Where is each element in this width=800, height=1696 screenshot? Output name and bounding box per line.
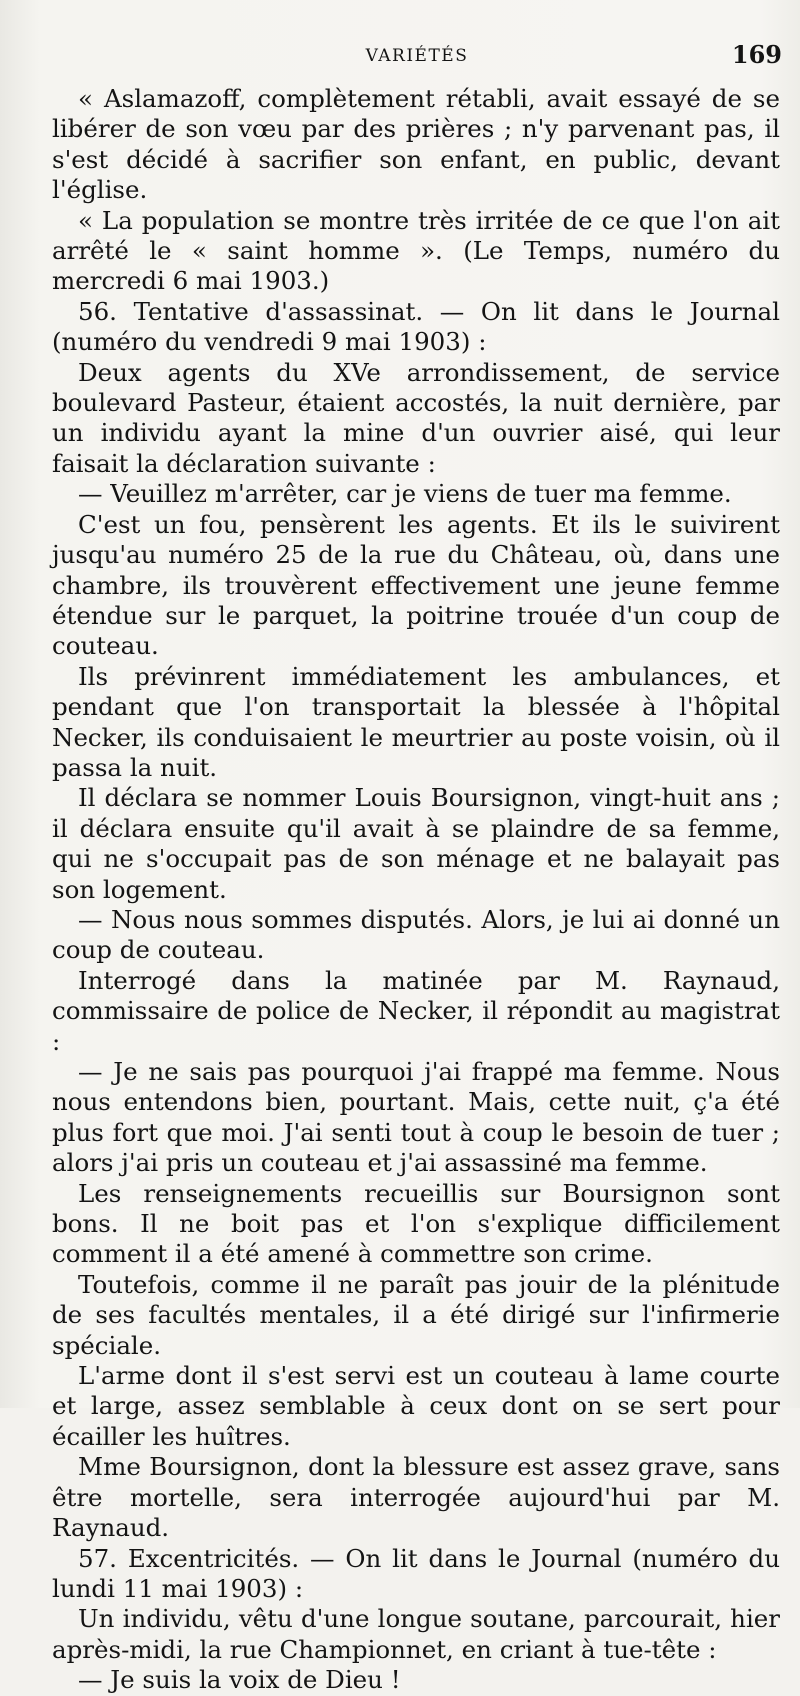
paragraph: 56. Tentative d'assassinat. — On lit dans le Journal (numéro du vendredi 9 mai 1903) : <box>52 296 780 357</box>
paragraph: Mme Boursignon, dont la blessure est assez grave, sans être mortelle, sera interrogée aujourd'hui par M. Raynaud. <box>52 1452 780 1543</box>
paragraph: Un individu, vêtu d'une longue soutane, parcourait, hier après-midi, la rue Championnet, en criant à tue-tête : <box>52 1604 780 1664</box>
page-header <box>52 40 782 74</box>
paragraph: — Je suis la voix de Dieu ! <box>78 1665 401 1695</box>
page-number: 169 <box>731 40 782 69</box>
paragraph: Ils prévinrent immédiatement les ambulances, et pendant que l'on transportait la blessée à l'hôpital Necker, ils conduisaient le meurtrier au poste voisin, où il passa la nuit. <box>52 661 780 782</box>
paragraph: L'arme dont il s'est servi est un couteau à lame courte et large, assez semblable à ceux dont on se sert pour écailler les huîtres. <box>52 1361 780 1451</box>
paragraph: — Veuillez m'arrêter, car je viens de tuer ma femme. <box>78 479 732 509</box>
paragraph: Deux agents du XVe arrondissement, de service boulevard Pasteur, étaient accostés, la nuit dernière, par un individu ayant la mine d'un ouvrier aisé, qui leur faisait la déclaration suivante : <box>52 357 780 478</box>
paragraph: Interrogé dans la matinée par M. Raynaud, commissaire de police de Necker, il répondit au magistrat : <box>52 965 780 1056</box>
paragraph: Il déclara se nommer Louis Boursignon, vingt-huit ans ; il déclara ensuite qu'il avait à se plaindre de sa femme, qui ne s'occupait pas de son ménage et ne balayait pas son logement. <box>52 783 780 904</box>
paragraph: 57. Excentricités. — On lit dans le Journal (numéro du lundi 11 mai 1903) : <box>52 1543 780 1603</box>
paragraph: « La population se montre très irritée de ce que l'on ait arrêté le « saint homme ». (Le Temps, numéro du mercredi 6 mai 1903.) <box>52 205 780 296</box>
paragraph: « Aslamazoff, complètement rétabli, avait essayé de se libérer de son vœu par des prières ; n'y parvenant pas, il s'est décidé à sacrifier son enfant, en public, devant l'église. <box>52 84 780 205</box>
running-title: VARIÉTÉS <box>365 46 469 66</box>
paragraph: — Nous nous sommes disputés. Alors, je lui ai donné un coup de couteau. <box>52 904 780 965</box>
paragraph: — Je ne sais pas pourquoi j'ai frappé ma femme. Nous nous entendons bien, pourtant. Mais, cette nuit, ç'a été plus fort que moi. J'ai senti tout à coup le besoin de tuer ; alors j'ai pris un couteau et j'ai assassiné ma femme. <box>52 1057 780 1178</box>
body-text <box>52 84 780 1696</box>
paragraph: Les renseignements recueillis sur Boursignon sont bons. Il ne boit pas et l'on s'explique difficilement comment il a été amené à commettre son crime. <box>52 1178 780 1269</box>
paragraph: Toutefois, comme il ne paraît pas jouir de la plénitude de ses facultés mentales, il a été dirigé sur l'infirmerie spéciale. <box>52 1269 780 1360</box>
paragraph: C'est un fou, pensèrent les agents. Et ils le suivirent jusqu'au numéro 25 de la rue du Château, où, dans une chambre, ils trouvèrent effectivement une jeune femme étendue sur le parquet, la poitrine trouée d'un coup de couteau. <box>52 509 780 661</box>
